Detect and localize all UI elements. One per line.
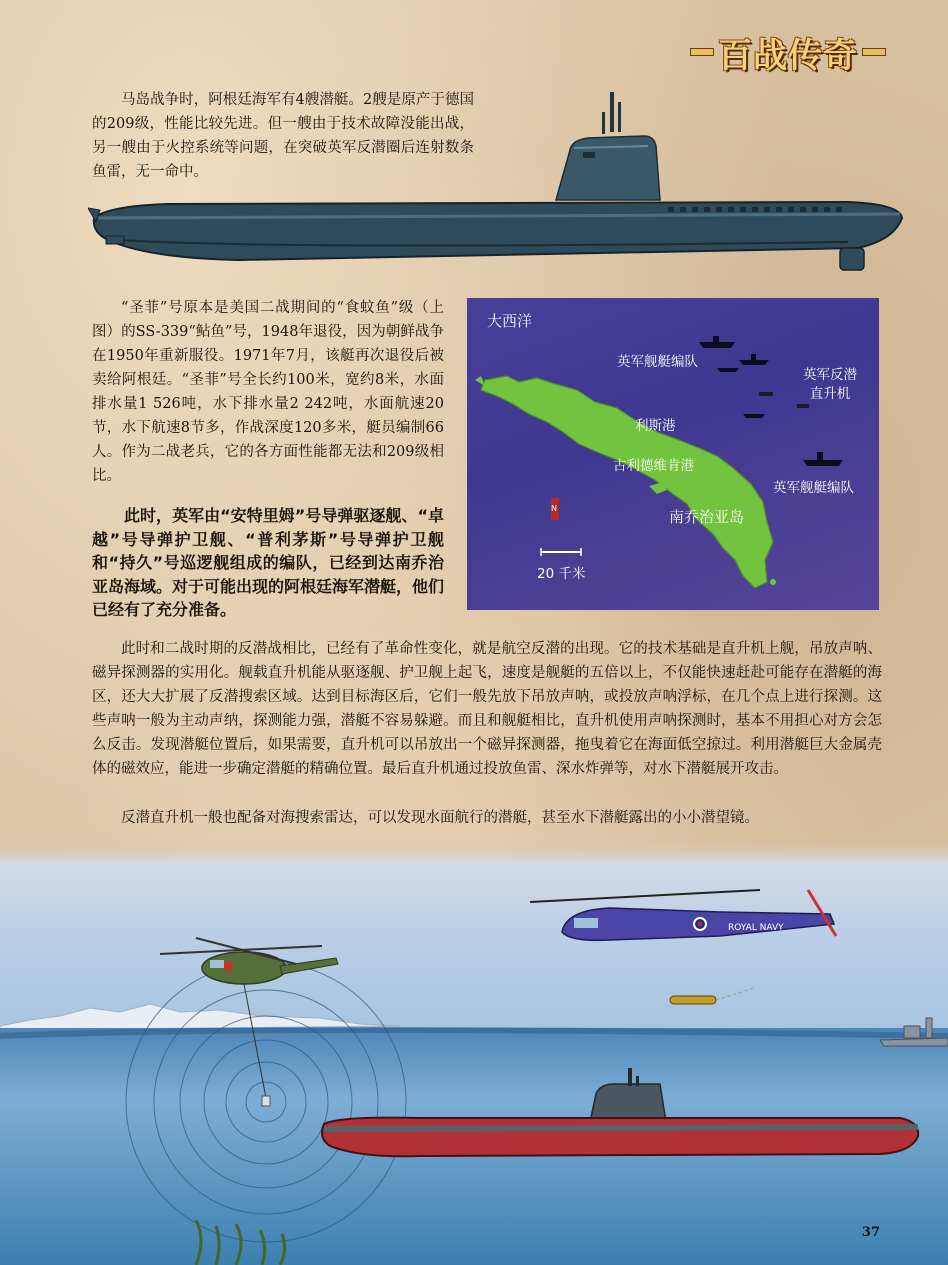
body-paragraph-2: 反潜直升机一般也配备对海搜索雷达，可以发现水面航行的潜艇，甚至水下潜艇露出的小小潜望镜。: [121, 810, 759, 826]
intro-paragraph: 马岛战争时，阿根廷海军有4艘潜艇。2艘是原产于德国的209级，性能比较先进。但一艘由于技术故障没能出战，另一艘由于火控系统等问题，在突破英军反潜圈后连射数条鱼雷，无一命中。: [92, 92, 474, 180]
logo-bar-left: [690, 48, 714, 56]
map-label-leith: 利斯港: [635, 418, 676, 434]
body-paragraph-1: 此时和二战时期的反潜战相比，已经有了革命性变化，就是航空反潜的出现。它的技术基础是直升机上舰，吊放声呐、磁异探测器的实用化。舰载直升机能从驱逐舰、护卫舰上起飞，速度是舰艇的五倍以上，不仅能快速赶赴可能存在潜艇的海区，还大大扩展了反潜搜索区域。达到目标海区后，它们一般先放下吊放声呐，或投放声呐浮标，在几个点上进行探测。这些声呐一般为主动声纳，探测能力强，潜艇不容易躲避。而且和舰艇相比，直升机使用声呐探测时，基本不用担心对方会怎么反击。发现潜艇位置后，如果需要，直升机可以吊放出一个磁异探测器，拖曳着它在海面低空掠过。利用潜艇巨大金属壳体的磁效应，能进一步确定潜艇的精确位置。最后直升机通过投放鱼雷、深水炸弹等，对水下潜艇展开攻击。: [92, 641, 882, 777]
map-label-island: 南乔治亚岛: [669, 508, 745, 526]
page-number: 37: [861, 1225, 880, 1240]
map-label-grytviken: 古利德维肯港: [613, 458, 694, 474]
santa-fe-paragraph: “圣菲”号原本是美国二战期间的“食蚊鱼”级（上图）的SS-339“鲇鱼”号，1948年退役，因为朝鲜战争在1950年重新服役。1971年7月，该艇再次退役后被卖给阿根廷。“圣菲”号全长约100米，宽约8米，水面排水量1 526吨，水下排水量2 242吨，水面航速20节，水下航速8节多，作战深度120多米，艇员编制66人。作为二战老兵，它的各方面性能都无法和209级相比。: [92, 300, 444, 484]
map-label-ocean: 大西洋: [487, 312, 533, 330]
map-label-scale: 20 千米: [537, 566, 586, 582]
north-arrow-label: N: [551, 504, 557, 513]
logo-bar-right: [862, 48, 886, 56]
map-label-fleet-south: 英军舰艇编队: [773, 480, 854, 496]
helicopter-marking-text: ROYAL NAVY: [728, 923, 784, 933]
british-fleet-paragraph: 此时，英军由“安特里姆”号导弹驱逐舰、“卓越”号导弹护卫舰、“普利茅斯”号导弹护卫舰和“持久”号巡逻舰组成的编队，已经到达南乔治亚岛海域。对于可能出现的阿根廷海军潜艇，他们已经有了充分准备。: [92, 506, 445, 619]
logo-text: 百战传奇: [718, 35, 858, 76]
series-logo: [690, 30, 886, 74]
map-label-helicopters: 英军反潜 直升机: [803, 367, 857, 402]
map-label-fleet-north: 英军舰艇编队: [617, 354, 698, 370]
anti-submarine-scene-illustration: [0, 840, 948, 1265]
south-georgia-map: [467, 298, 879, 610]
